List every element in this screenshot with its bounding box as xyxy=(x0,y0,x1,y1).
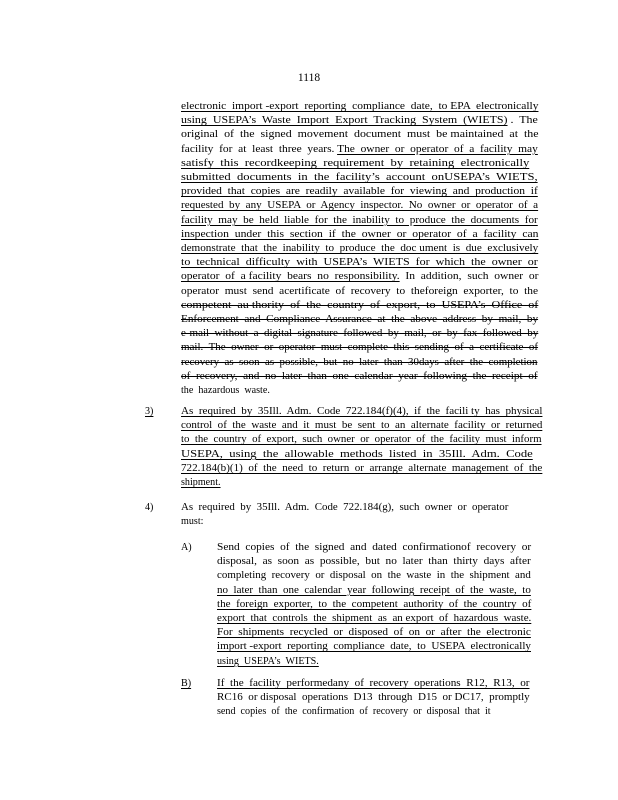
paragraph-line xyxy=(181,199,538,212)
text-run: In addition, such owner or xyxy=(399,271,539,283)
item-b-label: B) xyxy=(181,678,192,689)
text-run: submitted documents in the facility’s account onUSEPA’s WIETS, xyxy=(181,172,538,183)
text-run: Enforcement and Compliance Assurance at the above address by mail, by xyxy=(181,314,539,325)
paragraph-line xyxy=(181,384,270,397)
text-run: provided that copies are readily available for viewing and production if xyxy=(181,186,538,198)
text-run: demonstrate that the inability to produce the doc ument is due exclusively xyxy=(181,243,539,254)
text-run: e-mail without a digital signature followed by mail, or by fax followed by xyxy=(181,328,539,340)
text-run: no later than one calendar year following receipt of the waste, to xyxy=(217,584,531,596)
paragraph-line xyxy=(181,313,538,326)
item-4-line xyxy=(181,501,508,514)
text-run: competent au thority of the country of export, to USEPA’s Office of xyxy=(181,299,539,311)
text-run: mail. The owner or operator must complete this sending of a certificate of xyxy=(181,342,539,354)
text-run: to the country of export, such owner or operator of the facility must inform xyxy=(181,434,542,446)
paragraph-line xyxy=(181,327,538,340)
text-run: satisfy this recordkeeping requirement by retaining electronically xyxy=(181,157,530,169)
text-run: using USEPA’s Waste Import Export Tracking System (WIETS) xyxy=(181,115,508,127)
paragraph-line xyxy=(181,171,538,184)
text-run: using USEPA’s WIETS. xyxy=(217,655,319,667)
text-run: of recovery, and no later than one calendar year following the receipt of xyxy=(181,370,538,382)
text-run: to technical difficulty with USEPA’s WIETS for which the owner or xyxy=(181,257,538,269)
item-3-line xyxy=(181,405,542,418)
item-a-label: A) xyxy=(181,542,192,553)
text-run: 722.184(b)(1) of the need to return or arrange alternate management of the xyxy=(181,462,543,474)
paragraph-line xyxy=(181,214,538,227)
text-run: the hazardous waste. xyxy=(181,385,270,396)
paragraph-line xyxy=(181,270,539,283)
page-number: 1118 xyxy=(297,72,321,84)
text-run: electronic import -export reporting compliance date, to EPA electronically xyxy=(181,101,539,112)
item-a-line xyxy=(217,612,531,625)
item-3-line xyxy=(181,448,533,461)
text-run: For shipments recycled or disposed of on or after the electronic xyxy=(217,627,531,639)
item-4-line xyxy=(181,515,203,528)
text-run: must: xyxy=(181,516,204,528)
text-run: recovery as soon as possible, but no later than 30days after the completion xyxy=(181,356,538,368)
text-run: completing recovery or disposal on the waste in the shipment and xyxy=(217,570,531,582)
paragraph-line xyxy=(181,285,538,298)
text-run: USEPA, using the allowable methods listed in 35Ill. Adm. Code xyxy=(181,448,533,460)
paragraph-line xyxy=(181,143,538,156)
text-run: operator must send acertificate of recovery to theforeign exporter, to the xyxy=(181,285,539,297)
item-a-line xyxy=(217,584,531,597)
paragraph-line xyxy=(181,185,538,198)
text-run: requested by any USEPA or Agency inspector. No owner or operator of a xyxy=(181,200,539,212)
paragraph-line xyxy=(181,114,538,127)
text-run: operator of a facility bears no responsibility. xyxy=(181,271,400,283)
paragraph-line xyxy=(181,100,538,113)
paragraph-line xyxy=(181,370,538,383)
item-b-line xyxy=(217,677,529,690)
item-b-line xyxy=(217,691,530,704)
paragraph-line xyxy=(181,157,529,170)
text-run: If the facility performedany of recovery operations R12, R13, or xyxy=(217,678,530,689)
text-run: As required by 35Ill. Adm. Code 722.184(g), such owner or operator xyxy=(181,502,509,513)
paragraph-line xyxy=(181,228,539,241)
text-run: disposal, as soon as possible, but no later than thirty days after xyxy=(217,556,531,568)
item-3-line xyxy=(181,433,542,446)
text-run: . The xyxy=(507,115,538,127)
item-3-line xyxy=(181,476,221,489)
text-run: facility may be held liable for the inability to produce the documents for xyxy=(181,214,538,226)
text-run: facility for at least three years. xyxy=(181,143,338,155)
text-run: inspection under this section if the owner or operator of a facility can xyxy=(181,228,539,240)
item-a-line xyxy=(217,569,531,582)
item-a-line xyxy=(217,640,531,653)
item-3-line xyxy=(181,462,542,475)
item-3-line xyxy=(181,419,542,432)
item-4-label: 4) xyxy=(145,502,154,513)
text-run: export that controls the shipment as an export of hazardous waste. xyxy=(217,613,532,624)
paragraph-line xyxy=(181,299,538,312)
item-a-line xyxy=(217,598,531,611)
text-run: Send copies of the signed and dated confirmationof recovery or xyxy=(217,542,532,553)
item-3-label: 3) xyxy=(145,406,154,417)
text-run: shipment. xyxy=(181,477,221,488)
text-run: The owner or operator of a facility may xyxy=(337,143,538,155)
item-a-line xyxy=(217,541,531,554)
text-run: RC16 or disposal operations D13 through D15 or DC17, promptly xyxy=(217,692,530,704)
item-a-line xyxy=(217,626,531,639)
paragraph-line xyxy=(181,256,538,269)
text-run: the foreign exporter, to the competent authority of the country of xyxy=(217,598,532,610)
paragraph-line xyxy=(181,341,538,354)
item-b-line xyxy=(217,705,491,718)
item-a-line xyxy=(217,655,319,668)
text-run: As required by 35Ill. Adm. Code 722.184(f)(4), if the facili ty has physical xyxy=(181,406,543,417)
text-run: original of the signed movement document must be maintained at the xyxy=(181,129,539,141)
text-run: send copies of the confirmation of recovery or disposal that it xyxy=(217,706,491,718)
item-a-line xyxy=(217,555,531,568)
paragraph-line xyxy=(181,242,538,255)
paragraph-line xyxy=(181,356,537,369)
paragraph-line xyxy=(181,128,539,141)
text-run: import -export reporting compliance date, to USEPA electronically xyxy=(217,641,531,653)
text-run: control of the waste and it must be sent to an alternate facility or returned xyxy=(181,420,543,432)
